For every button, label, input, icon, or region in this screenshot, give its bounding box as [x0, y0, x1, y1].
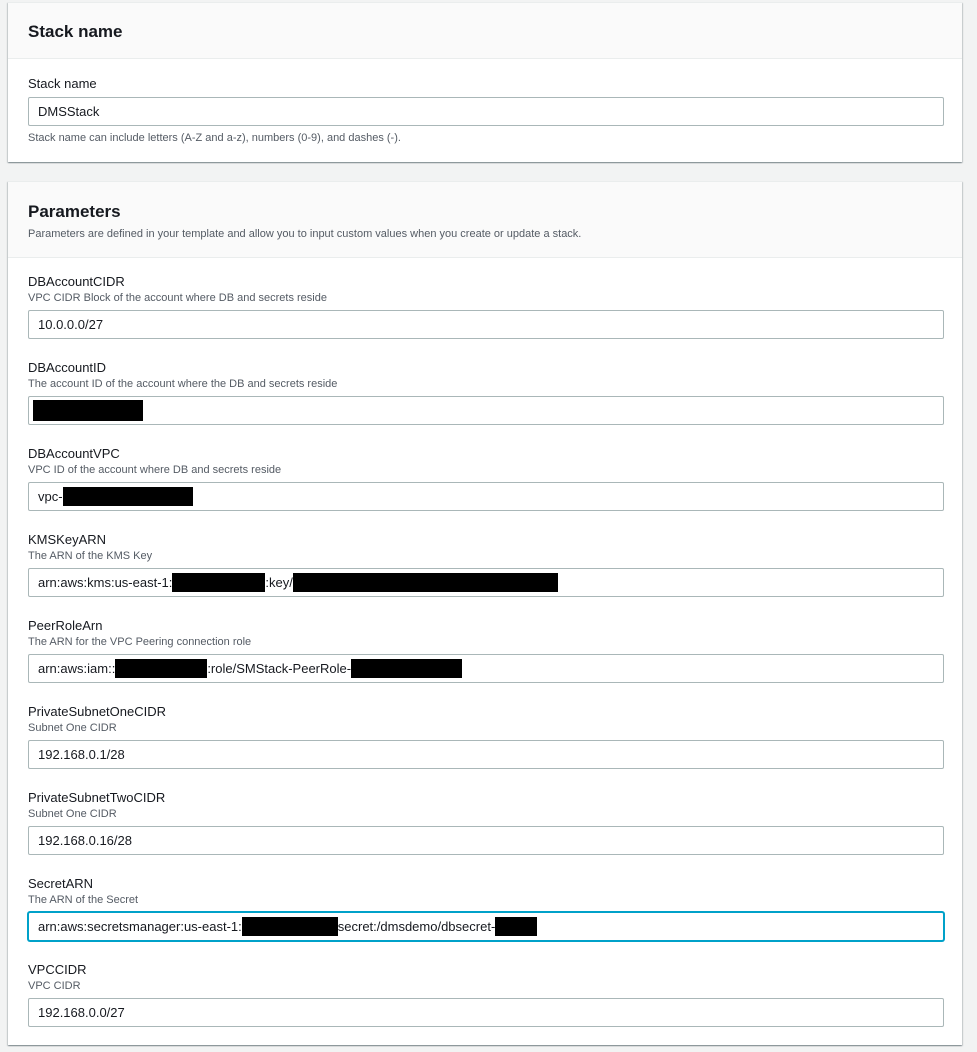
param-description: Subnet One CIDR — [28, 722, 117, 734]
param-dbaccountvpc-input[interactable] — [28, 482, 944, 511]
param-dbaccountcidr-input[interactable] — [28, 310, 944, 339]
param-privatesubnetonecidr-input[interactable] — [28, 740, 944, 769]
stack-name-hint: Stack name can include letters (A-Z and a-z), numbers (0-9), and dashes (-). — [28, 132, 401, 144]
param-description: VPC CIDR Block of the account where DB and secrets reside — [28, 292, 327, 304]
param-dbaccountid — [28, 360, 943, 446]
param-value-middle: :key/ — [265, 575, 293, 590]
redacted-value — [63, 487, 193, 506]
param-name: VPCCIDR — [28, 962, 87, 977]
param-privatesubnettwocidr — [28, 790, 943, 876]
redacted-value — [172, 573, 265, 592]
param-description: VPC CIDR — [28, 980, 81, 992]
param-secretarn-input[interactable] — [28, 912, 944, 941]
param-description: The account ID of the account where the DB and secrets reside — [28, 378, 338, 390]
param-value: 10.0.0.0/27 — [38, 317, 104, 332]
param-value: 192.168.0.1/28 — [38, 747, 125, 762]
redacted-value — [351, 659, 462, 678]
param-description: The ARN for the VPC Peering connection role — [28, 636, 252, 648]
param-value-prefix: arn:aws:iam:: — [38, 661, 116, 676]
parameters-panel-header — [8, 182, 962, 258]
stack-name-label: Stack name — [28, 76, 97, 91]
stack-name-input-value: DMSStack — [38, 104, 100, 119]
param-value: 192.168.0.0/27 — [38, 1005, 125, 1020]
param-name: PeerRoleArn — [28, 618, 103, 633]
param-name: DBAccountID — [28, 360, 107, 375]
stack-name-input[interactable] — [28, 97, 944, 126]
param-secretarn — [28, 876, 943, 962]
param-peerrolearn-input[interactable] — [28, 654, 944, 683]
param-value-prefix: arn:aws:kms:us-east-1: — [38, 575, 173, 590]
redacted-value — [495, 917, 537, 936]
stack-name-panel-title: Stack name — [28, 22, 123, 41]
stack-name-panel — [8, 2, 962, 162]
param-name: PrivateSubnetTwoCIDR — [28, 790, 166, 805]
param-vpccidr-input[interactable] — [28, 998, 944, 1027]
redacted-value — [115, 659, 207, 678]
param-description: The ARN of the Secret — [28, 894, 139, 906]
param-privatesubnetonecidr — [28, 704, 943, 790]
param-vpccidr — [28, 962, 943, 1042]
parameters-panel-description: Parameters are defined in your template and allow you to input custom values when you create or update a stack. — [28, 228, 582, 240]
param-value: 192.168.0.16/28 — [38, 833, 132, 848]
param-value-prefix: vpc- — [38, 489, 63, 504]
param-name: PrivateSubnetOneCIDR — [28, 704, 167, 719]
param-name: DBAccountVPC — [28, 446, 120, 461]
redacted-value — [33, 400, 143, 421]
param-name: KMSKeyARN — [28, 532, 107, 547]
param-name: SecretARN — [28, 876, 94, 891]
redacted-value — [242, 917, 338, 936]
param-dbaccountid-input[interactable] — [28, 396, 944, 425]
param-description: The ARN of the KMS Key — [28, 550, 153, 562]
param-dbaccountvpc — [28, 446, 943, 532]
param-value-middle: :role/SMStack-PeerRole- — [207, 661, 352, 676]
stack-name-field — [28, 76, 943, 145]
stack-name-panel-header — [8, 3, 962, 59]
param-description: VPC ID of the account where DB and secrets reside — [28, 464, 282, 476]
param-privatesubnettwocidr-input[interactable] — [28, 826, 944, 855]
param-name: DBAccountCIDR — [28, 274, 125, 289]
parameters-panel — [8, 181, 962, 1045]
param-kmskeyarn — [28, 532, 943, 618]
parameters-panel-title: Parameters — [28, 202, 121, 221]
param-value-middle: secret:/dmsdemo/dbsecret- — [337, 919, 496, 934]
param-kmskeyarn-input[interactable] — [28, 568, 944, 597]
redacted-value — [293, 573, 558, 592]
param-value-prefix: arn:aws:secretsmanager:us-east-1: — [38, 919, 242, 934]
param-dbaccountcidr — [28, 274, 943, 360]
param-description: Subnet One CIDR — [28, 808, 117, 820]
param-peerrolearn — [28, 618, 943, 704]
